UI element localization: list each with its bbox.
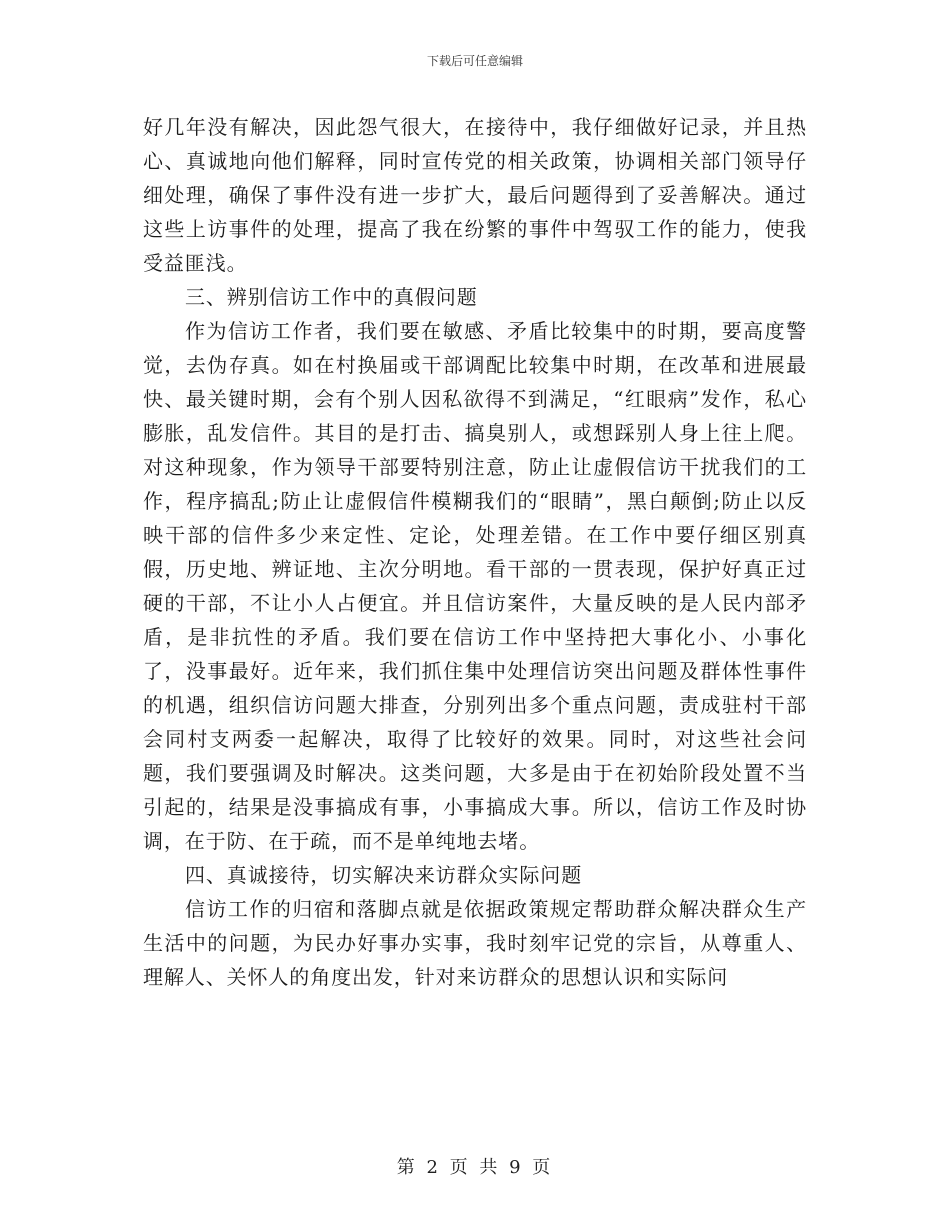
section-heading-3: 三、辨别信访工作中的真假问题 bbox=[185, 285, 478, 309]
paragraph-continuation: 好几年没有解决，因此怨气很大，在接待中，我仔细做好记录，并且热心、真诚地向他们解释，同时宣传党的相关政策，协调相关部门领导仔细处理，确保了事件没有进一步扩大，最后问题得到了妥善解决。通过这些上访事件的处理，提高了我在纷繁的事件中驾驭工作的能力，使我受益匪浅。 bbox=[143, 115, 807, 275]
section-heading-4: 四、真诚接待，切实解决来访群众实际问题 bbox=[185, 863, 583, 887]
page-number-footer: 第 2 页 共 9 页 bbox=[396, 1157, 554, 1178]
document-body bbox=[143, 110, 807, 994]
paragraph-section-3: 作为信访工作者，我们要在敏感、矛盾比较集中的时期，要高度警觉，去伪存真。如在村换届或干部调配比较集中时期，在改革和进展最快、最关键时期，会有个别人因私欲得不到满足，“红眼病”发作，私心膨胀，乱发信件。其目的是打击、搞臭别人，或想踩别人身上往上爬。对这种现象，作为领导干部要特别注意，防止让虚假信访干扰我们的工作，程序搞乱;防止让虚假信件模糊我们的“眼睛”，黑白颠倒;防止以反映干部的信件多少来定性、定论，处理差错。在工作中要仔细区别真假，历史地、辨证地、主次分明地。看干部的一贯表现，保护好真正过硬的干部，不让小人占便宜。并且信访案件，大量反映的是人民内部矛盾，是非抗性的矛盾。我们要在信访工作中坚持把大事化小、小事化了，没事最好。近年来，我们抓住集中处理信访突出问题及群体性事件的机遇，组织信访问题大排查，分别列出多个重点问题，责成驻村干部会同村支两委一起解决，取得了比较好的效果。同时，对这些社会问题，我们要强调及时解决。这类问题，大多是由于在初始阶段处置不当引起的，结果是没事搞成有事，小事搞成大事。所以，信访工作及时协调，在于防、在于疏，而不是单纯地去堵。 bbox=[143, 319, 807, 853]
paragraph-section-4: 信访工作的归宿和落脚点就是依据政策规定帮助群众解决群众生产生活中的问题，为民办好事办实事，我时刻牢记党的宗旨，从尊重人、理解人、关怀人的角度出发，针对来访群众的思想认识和实际问 bbox=[143, 897, 807, 989]
page-header: 下载后可任意编辑 bbox=[426, 54, 523, 68]
